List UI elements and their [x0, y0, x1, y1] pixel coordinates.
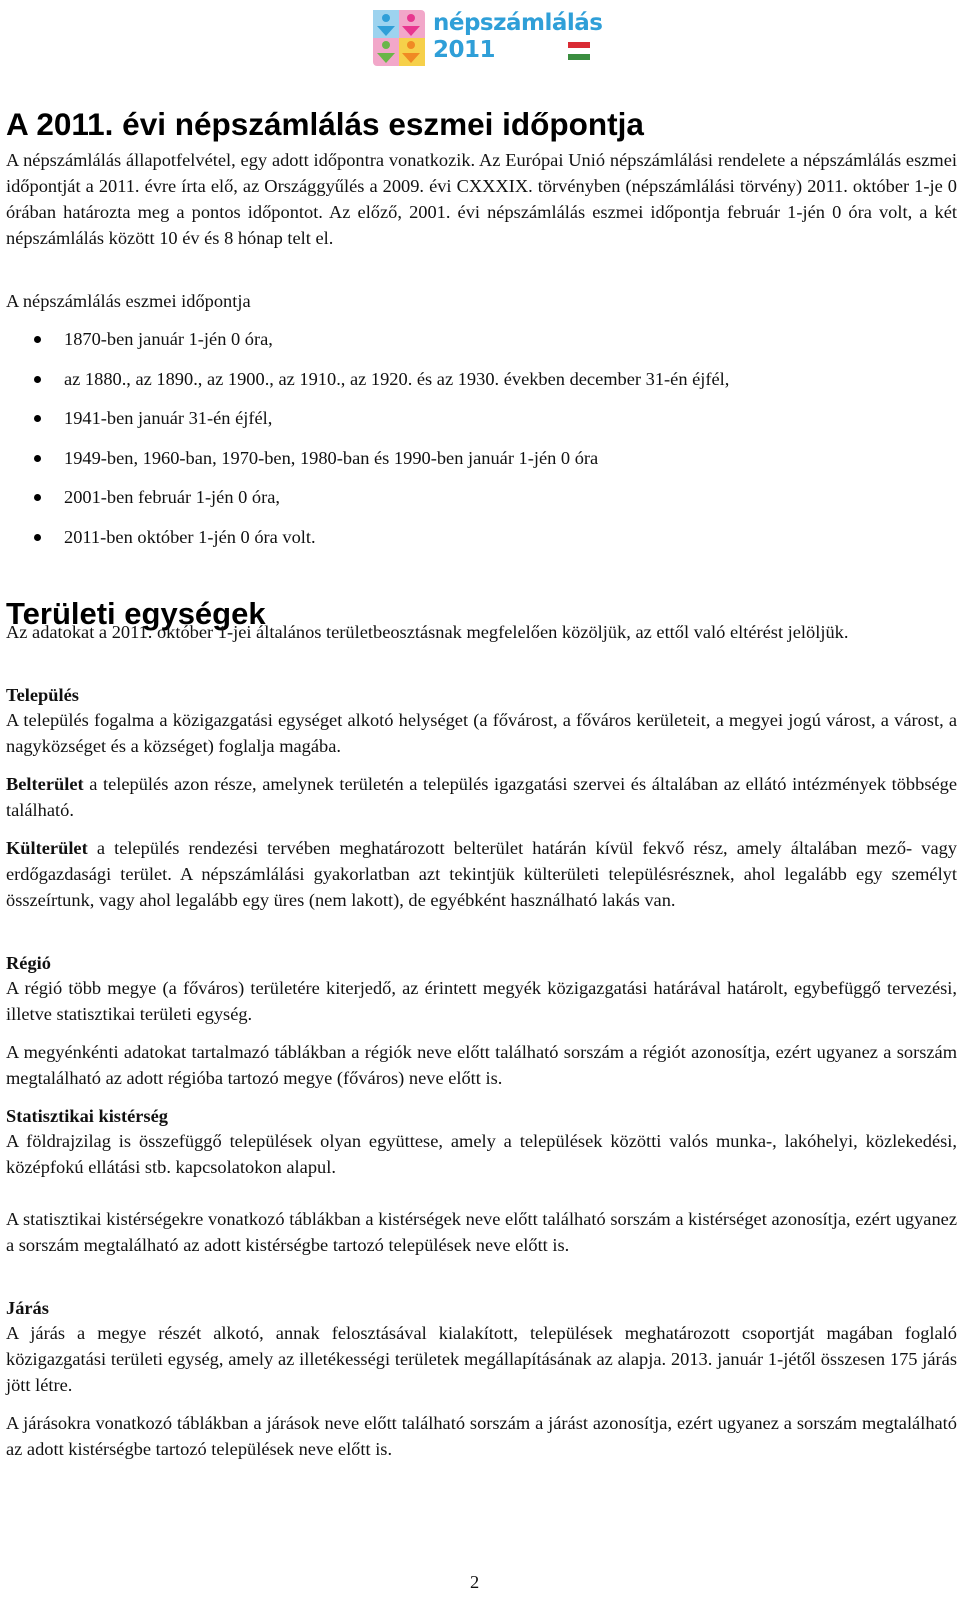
- regio-text-2: A megyénkénti adatokat tartalmazó táblákban a régiók neve előtt található sorszám a régiót azonosítja, ezért ugyanez a sorszám megtalálható az adott régióba tartozó megye (főváros) neve előtt is.: [6, 1042, 957, 1088]
- census-date-intro: A népszámlálás állapotfelvétel, egy adott időpontra vonatkozik. Az Európai Unió népszámlálási rendelete a népszámlálás eszmei időpontját a 2011. évre írta elő, az Országgyűlés a 2009. évi CXXXIX. törvényben (népszámlálási törvény) 2011. október 1-je 0 órában határozta meg a pontos időpontot. Az előző, 2001. évi népszámlálás eszmei időpontja február 1-jén 0 óra volt, a két népszámlálás között 10 év és 8 hónap telt el.: [6, 150, 957, 248]
- list-item: 1870-ben január 1-jén 0 óra,: [6, 326, 729, 366]
- hungarian-flag-icon: [568, 42, 590, 60]
- census-logo: [369, 4, 603, 74]
- logo-wordmark: népszámlálás: [433, 10, 603, 36]
- belterulet-term: Belterület: [6, 774, 84, 794]
- telepules-text: A település fogalma a közigazgatási egységet alkotó helységet (a fővárost, a főváros kerületeit, a megyei jogú várost, a várost, a nagyközséget és a községet) foglalja magába.: [6, 710, 957, 756]
- jaras-text-1: A járás a megye részét alkotó, annak felosztásával kialakított, települések meghatározott csoportját magában foglaló közigazgatási területi egység, amely az illetékességi területek megállapításának az alapja. 2013. január 1-jétől összesen 175 járás jött létre.: [6, 1323, 957, 1395]
- section-title-territorial-units: Területi egységek: [6, 596, 266, 631]
- people-figures-icon: [369, 4, 429, 70]
- kulterulet-term: Külterület: [6, 838, 88, 858]
- kisterseg-heading: Statisztikai kistérség: [6, 1106, 168, 1126]
- regio-heading: Régió: [6, 953, 51, 973]
- territorial-intro: Az adatokat a 2011. október 1-jei általános területbeosztásnak megfelelően közöljük, az ettől való eltérést jelöljük.: [6, 622, 849, 642]
- census-dates-list: [6, 326, 729, 564]
- list-item: az 1880., az 1890., az 1900., az 1910., az 1920. és az 1930. években december 31-én éjfél,: [6, 366, 729, 406]
- jaras-text-2: A járásokra vonatkozó táblákban a járások neve előtt található sorszám a járást azonosítja, ezért ugyanez a sorszám megtalálható az adott kistérségbe tartozó települések neve előtt is.: [6, 1413, 957, 1459]
- list-item: 2001-ben február 1-jén 0 óra,: [6, 484, 729, 524]
- list-item: 1941-ben január 31-én éjfél,: [6, 405, 729, 445]
- belterulet-text: a település azon része, amelynek területén a település igazgatási szervei és általában az ellátó intézmények többsége található.: [6, 774, 957, 820]
- kisterseg-text-2: A statisztikai kistérségekre vonatkozó táblákban a kistérségek neve előtt található sorszám a kistérséget azonosítja, ezért ugyanez a sorszám megtalálható az adott kistérségbe tartozó települések neve előtt is.: [6, 1209, 957, 1255]
- kulterulet-definition: [6, 835, 957, 913]
- telepules-heading: Település: [6, 685, 79, 705]
- list-item: 1949-ben, 1960-ban, 1970-ben, 1980-ban és 1990-ben január 1-jén 0 óra: [6, 445, 729, 485]
- kisterseg-text-1: A földrajzilag is összefüggő települések olyan együttese, amely a települések közötti valós munka-, lakóhelyi, közlekedési, középfokú ellátási stb. kapcsolatokon alapul.: [6, 1131, 957, 1177]
- logo-year: 2011: [433, 37, 496, 63]
- section-title-census-date: A 2011. évi népszámlálás eszmei időpontja: [6, 106, 644, 142]
- kulterulet-text: a település rendezési tervében meghatározott belterület határán kívül fekvő rész, amely általában mező- vagy erdőgazdasági terület. A népszámlálási gyakorlatban azt tekintjük külterületi településrésznek, ahol legalább egy személyt összeírtunk, vagy ahol legalább egy üres (nem lakott), de egyébként használható lakás van.: [6, 838, 957, 910]
- regio-text-1: A régió több megye (a főváros) területére kiterjedő, az érintett megyék közigazgatási határával határolt, egybefüggő tervezési, illetve statisztikai területi egység.: [6, 978, 957, 1024]
- census-dates-list-heading: A népszámlálás eszmei időpontja: [6, 291, 251, 311]
- jaras-heading: Járás: [6, 1298, 49, 1318]
- list-item: 2011-ben október 1-jén 0 óra volt.: [6, 524, 729, 564]
- page-number: 2: [470, 1572, 480, 1592]
- belterulet-definition: [6, 771, 957, 823]
